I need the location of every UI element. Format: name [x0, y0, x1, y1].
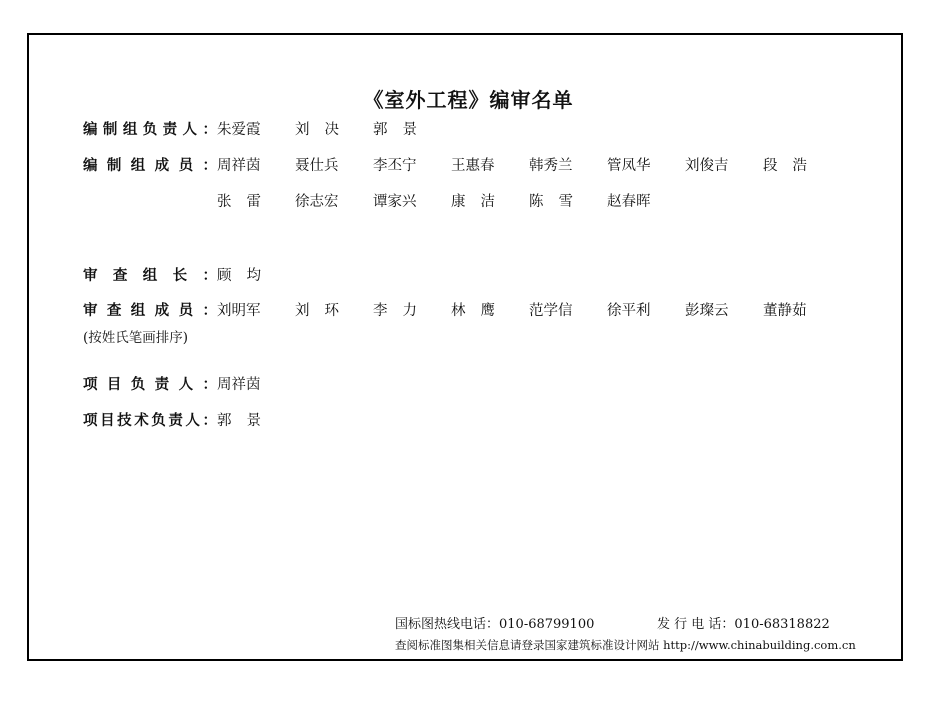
role-label: 编 制 组 成 员 ： [83, 158, 217, 174]
person-name: 顾 均 [217, 268, 261, 284]
footer-phones [395, 613, 830, 632]
person-name: 刘明军 [217, 303, 261, 319]
person-name: 聂仕兵 [295, 158, 339, 174]
role-label: 审 查 组 长 ： [83, 268, 217, 284]
person-name: 韩秀兰 [529, 158, 573, 174]
hotline-text: 国标图热线电话：010-68799100 [395, 617, 595, 632]
sort-note: (按姓氏笔画排序) [83, 330, 189, 346]
person-name: 刘俊吉 [685, 158, 729, 174]
person-name: 范学信 [529, 303, 573, 319]
person-name: 谭家兴 [373, 194, 417, 210]
person-name: 徐平利 [607, 303, 651, 319]
person-name: 陈 雪 [529, 194, 573, 210]
role-label: 审 查 组 成 员 ： [83, 303, 217, 319]
person-name: 彭璨云 [685, 303, 729, 319]
role-label: 项 目 技 术 负 责 人 ： [83, 413, 217, 429]
person-name: 张 雷 [217, 194, 261, 210]
person-name: 林 鹰 [451, 303, 495, 319]
person-name: 康 洁 [451, 194, 495, 210]
role-label: 编 制 组 负 责 人 ： [83, 122, 217, 138]
person-name: 周祥茵 [217, 158, 261, 174]
person-name: 董静茹 [763, 303, 807, 319]
person-name: 王惠春 [451, 158, 495, 174]
person-name: 赵春晖 [607, 194, 651, 210]
person-name: 李 力 [373, 303, 417, 319]
person-name: 朱爱霞 [217, 122, 261, 138]
person-name: 徐志宏 [295, 194, 339, 210]
person-name: 刘 决 [295, 122, 339, 138]
sales-phone-text: 发 行 电 话：010-68318822 [657, 617, 830, 632]
person-name: 刘 环 [295, 303, 339, 319]
person-name: 李丕宁 [373, 158, 417, 174]
page-title: 《室外工程》编审名单 [363, 88, 574, 112]
footer-website: 查阅标准图集相关信息请登录国家建筑标准设计网站 http://www.chinabuilding.com.cn [395, 638, 856, 652]
role-label: 项 目 负 责 人 ： [83, 377, 217, 393]
person-name: 段 浩 [763, 158, 807, 174]
person-name: 郭 景 [373, 122, 417, 138]
person-name: 周祥茵 [217, 377, 261, 393]
person-name: 管凤华 [607, 158, 651, 174]
person-name: 郭 景 [217, 413, 261, 429]
